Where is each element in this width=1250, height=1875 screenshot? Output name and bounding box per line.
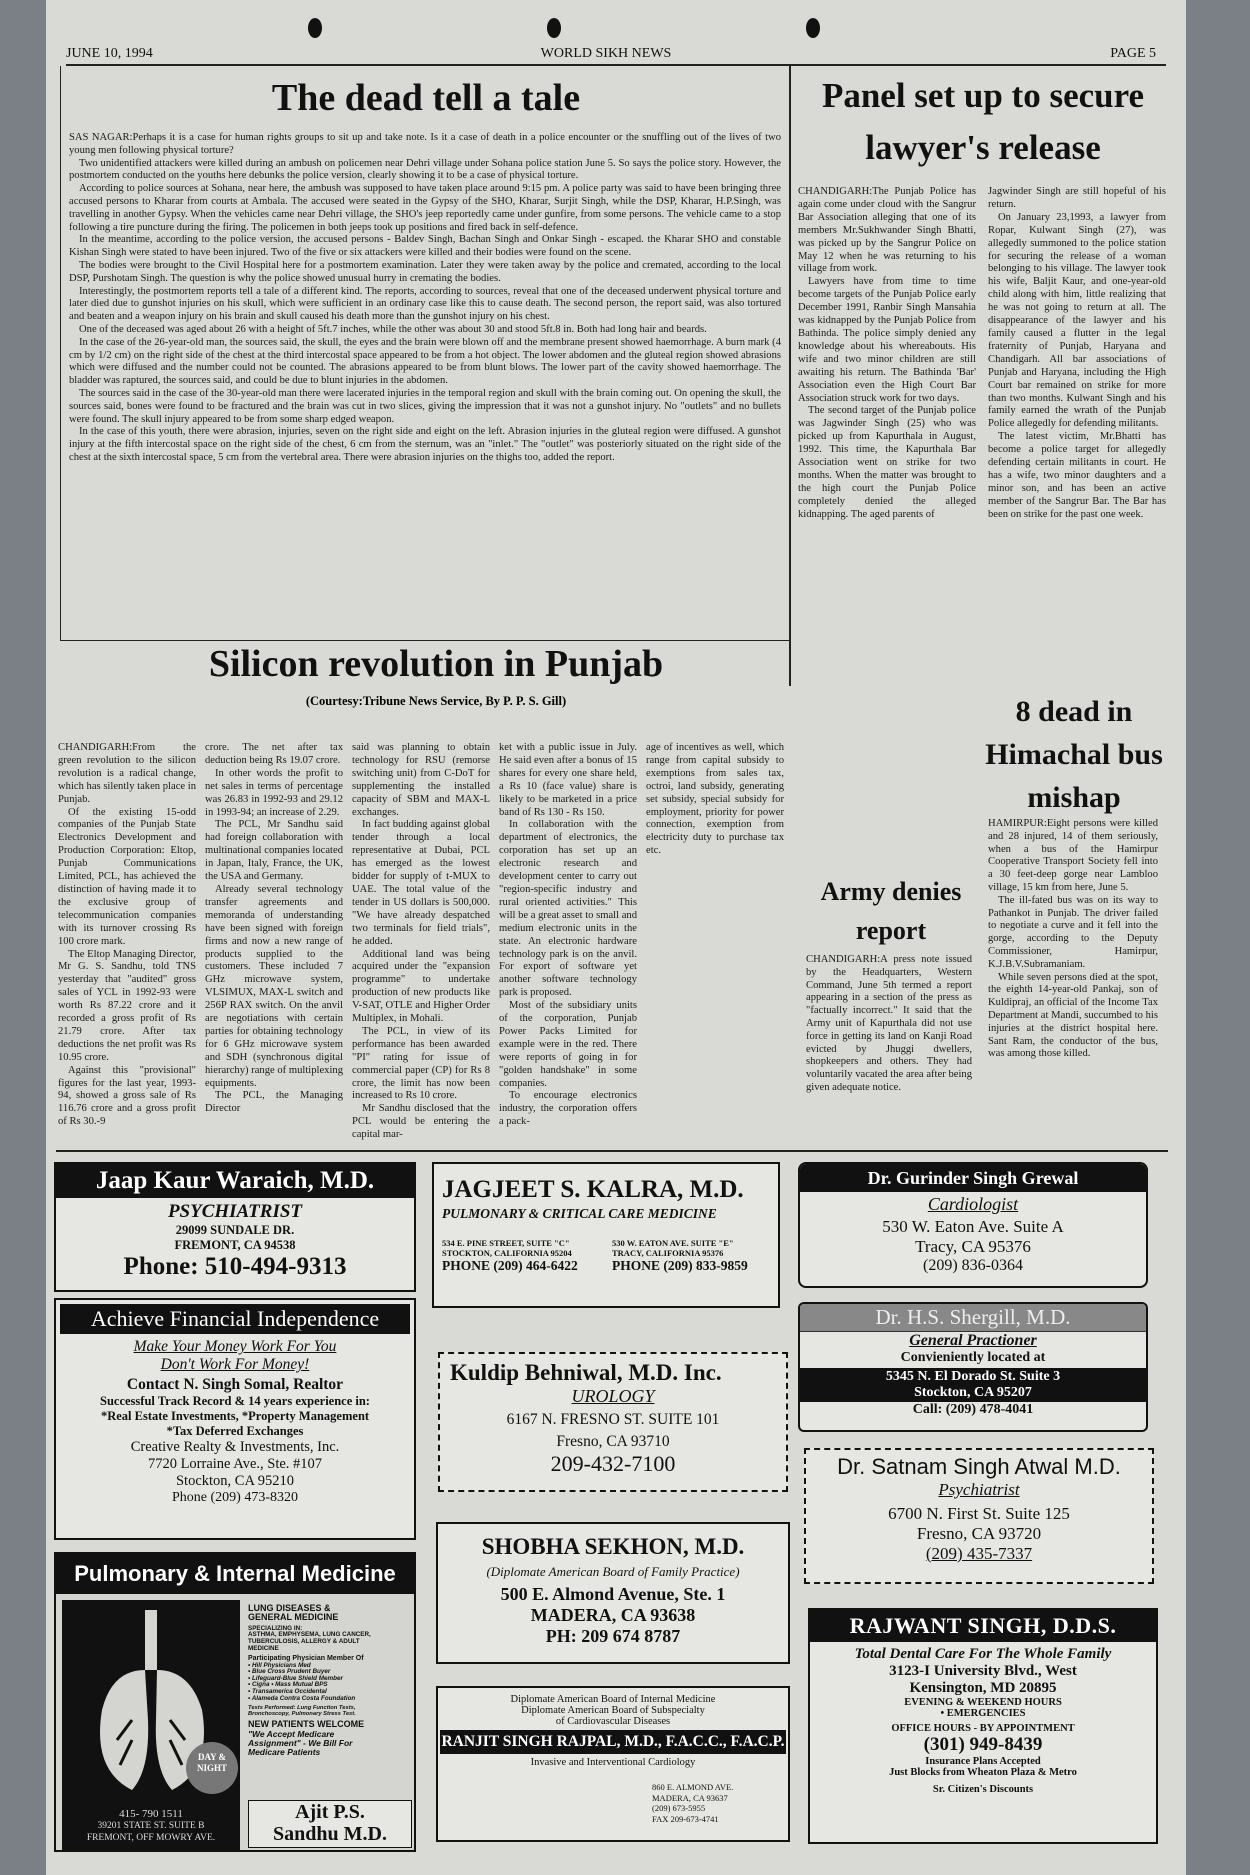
ad-tagline: Total Dental Care For The Whole Family xyxy=(854,1646,1112,1662)
ad-title: Cardiologist xyxy=(927,1194,1019,1214)
ad-fax: FAX 209-673-4741 xyxy=(652,1813,719,1824)
ad-phone: Phone (209) 473-8320 xyxy=(172,1490,298,1505)
ad-text: MEDICINE xyxy=(248,1644,279,1652)
ad-text: Just Blocks from Wheaton Plaza & Metro xyxy=(889,1767,1077,1778)
ad-address: MADERA, CA 93637 xyxy=(652,1792,728,1803)
ad-title: UROLOGY xyxy=(571,1386,655,1406)
story-column xyxy=(988,186,1166,686)
header-date: JUNE 10, 1994 xyxy=(66,46,153,61)
story-column xyxy=(798,186,976,686)
ad-hours: OFFICE HOURS - BY APPOINTMENT xyxy=(891,1723,1075,1734)
ads-top-rule xyxy=(56,1150,1168,1152)
header-page-number: PAGE 5 xyxy=(1110,46,1156,61)
ad-text: • Hill Physicians Med xyxy=(248,1661,311,1669)
ad-phone: (301) 949-8439 xyxy=(923,1734,1043,1755)
story-silicon-revolution-body xyxy=(58,742,828,1142)
ad-text: • Transamerica Occidental xyxy=(248,1688,327,1696)
ad-contact: Contact N. Singh Somal, Realtor xyxy=(126,1376,344,1393)
ad-text: Insurance Plans Accepted xyxy=(925,1756,1041,1767)
ad-name: Kuldip Behniwal, M.D. Inc. xyxy=(450,1360,722,1385)
ad-text: TUBERCULOSIS, ALLERGY & ADULT xyxy=(248,1638,360,1646)
ad-address: STOCKTON, CALIFORNIA 95204 xyxy=(442,1248,572,1258)
ad-hours: EVENING & WEEKEND HOURS xyxy=(904,1697,1062,1708)
ad-address: MADERA, CA 93638 xyxy=(530,1605,696,1625)
story-column xyxy=(58,742,196,1142)
story-headline: 8 dead in Himachal bus mishap xyxy=(985,695,1163,814)
story-paragraph: The PCL, the Managing Director xyxy=(205,1090,343,1115)
story-paragraph: The bodies were brought to the Civil Hospital here for a postmortem examination. Later they were taken away by the police and cremated, according to the local DSP, Purshotam Singh. The question is why the police showed unusual hurry in cremating the bodies. xyxy=(69,259,781,284)
story-paragraph: The Eltop Managing Director, Mr G. S. Sandhu, told TNS yesterday that "audited" gross sales of YCL in 1992-93 were worth Rs 87.22 crore and it recorded a gross profit of Rs 21.79 crore. After tax deductions the net profit was Rs 10.95 crore. xyxy=(58,948,196,1063)
story-column xyxy=(646,742,784,872)
ad-text: Medicare Patients xyxy=(248,1746,321,1757)
ad-title: Psychiatrist xyxy=(938,1480,1020,1499)
story-headline: Panel set up to secure lawyer's release xyxy=(821,76,1145,167)
ad-grewal-cardiologist xyxy=(798,1162,1148,1288)
story-army-denies xyxy=(806,872,976,1142)
ad-name: RAJWANT SINGH, D.D.S. xyxy=(810,1610,1156,1642)
story-body xyxy=(806,954,972,1142)
ad-phone: PH: 209 674 8787 xyxy=(545,1626,681,1646)
story-paragraph: One of the deceased was aged about 26 with a height of 5ft.7 inches, while the other was about 30 and stood 5ft.8 in. Both had long hair and beards. xyxy=(79,323,707,335)
ad-title: PSYCHIATRIST xyxy=(167,1201,303,1222)
ad-name: Jaap Kaur Waraich, M.D. xyxy=(56,1164,414,1198)
ad-text: "We Accept Medicare xyxy=(248,1728,335,1739)
ad-name: Dr. Satnam Singh Atwal M.D. xyxy=(837,1454,1121,1479)
story-paragraph: In the case of this youth, there were abrasion, injuries, seven on the right side and eight on the left. Abrasion injuries in the gluteal region were diffused. A gunshot injury at the fifth intercostal space on the right side of the chest, 6 cm from the sternum, was an "inlet." The "outlet" was posteriorly situated on the right side of the chest at the sixth intercostal space, 5 cm from the vertebral area. There were abrasion injuries on the thighs too, added the report. xyxy=(69,426,781,463)
ad-heading: GENERAL MEDICINE xyxy=(248,1612,339,1623)
ad-title: General Practioner xyxy=(909,1332,1037,1349)
newspaper-page xyxy=(46,0,1186,1875)
story-paragraph: Two unidentified attackers were killed during an ambush on policemen near Dehri village under Sohana police station June 5. So says the police story. However, the postmortem conducted on the youths here debunks the police version, clearly showing it to be a case of physical torture. xyxy=(69,157,781,182)
ad-address: 29099 SUNDALE DR. xyxy=(175,1223,295,1237)
ad-address: 6167 N. FRESNO ST. SUITE 101 xyxy=(506,1411,720,1428)
ad-address: 500 E. Almond Avenue, Ste. 1 xyxy=(500,1584,726,1604)
ad-phone: Call: (209) 478-4041 xyxy=(912,1402,1034,1417)
story-headline-silicon-revolution: Silicon revolution in Punjab xyxy=(208,643,664,685)
ad-text: *Real Estate Investments, *Property Management xyxy=(100,1409,370,1423)
ad-address: 530 W. Eaton Ave. Suite A xyxy=(882,1217,1064,1236)
story-headline: The dead tell a tale xyxy=(271,77,581,119)
story-bus-mishap xyxy=(985,690,1163,1142)
story-column xyxy=(352,742,490,1142)
ad-text: Diplomate American Board of Internal Medicine xyxy=(510,1694,716,1705)
ad-address: Kensington, MD 20895 xyxy=(909,1680,1057,1696)
story-paragraph: SAS NAGAR:Perhaps it is a case for human rights groups to sit up and take note. Is it a case of death in a police encounter or the snuffling out of the lives of two young men following physical torture? xyxy=(69,132,781,156)
story-paragraph: Jagwinder Singh are still hopeful of his return. xyxy=(988,186,1166,210)
ad-title: Achieve Financial Independence xyxy=(60,1304,410,1334)
ad-address: 39201 STATE ST. SUITE B xyxy=(97,1821,205,1831)
lungs-illustration xyxy=(62,1600,240,1806)
ad-phone: (209) 673-5955 xyxy=(652,1803,706,1813)
story-paragraph: Of the existing 15-odd companies of the Punjab State Electronics Development and Production Corporation: Eltop, Punjab Communications Limited, PCL, has achieved the distinction of having made it to the exclusive group of telecommunication companies with its turnover crossing Rs 100 crore mark. xyxy=(58,806,196,947)
ad-kalra-pulmonary xyxy=(432,1162,780,1308)
ad-text: of Cardiovascular Diseases xyxy=(555,1716,671,1727)
ad-behniwal-urology xyxy=(438,1352,788,1492)
ad-address: Tracy, CA 95376 xyxy=(915,1237,1031,1256)
ad-text: Bronchoscopy, Pulmonary Stress Test. xyxy=(248,1711,356,1718)
ad-phone: (209) 836-0364 xyxy=(923,1257,1023,1274)
ad-address: 7720 Lorraine Ave., Ste. #107 xyxy=(147,1456,323,1472)
ad-address: 530 W. EATON AVE. SUITE "E" xyxy=(612,1238,734,1248)
binder-hole xyxy=(806,18,820,38)
binder-hole xyxy=(308,18,322,38)
ad-rajwant-singh-dental xyxy=(808,1608,1158,1844)
story-body xyxy=(988,818,1158,1138)
ad-address: 3123-I University Blvd., West xyxy=(889,1663,1077,1679)
ad-doctor-name: Ajit P.S. xyxy=(295,1801,365,1823)
story-paragraph: Most of the subsidiary units of the corporation, Punjab Power Packs Limited for example were in the red. There were reports of going in for "golden handshake" in some companies. xyxy=(499,1000,637,1089)
ad-company: Creative Realty & Investments, Inc. xyxy=(130,1439,340,1455)
story-credit: (Courtesy:Tribune News Service, By P. P. S. Gill) xyxy=(305,694,567,708)
ad-waraich-psychiatrist xyxy=(54,1162,416,1292)
story-paragraph: Against this "provisional" figures for the last year, 1993-94, showed a gross sale of Rs 116.76 crore and a gross profit of Rs 30.-9 xyxy=(58,1064,196,1128)
ad-title: Invasive and Interventional Cardiology xyxy=(530,1757,696,1768)
story-paragraph: While seven persons died at the spot, the eighth 14-year-old Pankaj, son of Kuldipraj, an official of the Income Tax Department at Mandi, succumbed to his injuries at the district hospital here. Sant Ram, the conductor of the bus, was among those killed. xyxy=(988,971,1158,1060)
story-paragraph: crore. The net after tax deduction being Rs 19.07 crore. xyxy=(205,742,343,766)
ad-address: Stockton, CA 95207 xyxy=(914,1385,1032,1400)
ad-address: 6700 N. First St. Suite 125 xyxy=(888,1504,1070,1523)
story-paragraph: In the meantime, according to the police version, the accused persons - Baldev Singh, Bachan Singh and Onkar Singh - escaped. the Kharar SHO and constable Kishan Singh were stated to have been injured. Two of the five or six attackers were killed and their bodies were found on the scene. xyxy=(69,234,781,259)
ad-text: • Lifeguard-Blue Shield Member xyxy=(248,1674,343,1682)
story-paragraph: In other words the profit to net sales in terms of percentage was 26.83 in 1992-93 and 29.12 in 1993-94; an increase of 2.29. xyxy=(205,767,343,818)
story-paragraph: CHANDIGARH:From the green revolution to the silicon revolution is a radical change, which has silently taken place in Punjab. xyxy=(58,742,196,805)
ad-phone: (209) 435-7337 xyxy=(925,1544,1033,1563)
story-paragraph: The PCL, Mr Sandhu said had foreign collaboration with multinational companies located in Japan, Italy, France, the UK, the USA and Germany. xyxy=(205,819,343,883)
story-paragraph: age of incentives as well, which range from capital subsidy to exemptions from sales tax, octroi, land subsidy, generating set subsidy, special subsidy for employment, priority for power connection, exemption from electricity duty to purchase tax etc. xyxy=(646,742,784,857)
ad-phone: 415- 790 1511 xyxy=(119,1808,183,1820)
story-column xyxy=(205,742,343,1142)
story-paragraph: Lawyers have from time to time become targets of the Punjab Police early December 1991, Ranbir Singh Mansahia was kidnapped by the Punjab Police from Bathinda. The police simply denied any knowledge about his whereabouts. His wife and two minor children are still awaiting his return. The Bathinda 'Bar' Association even the High Court Bar Association struck work for two days. xyxy=(798,276,976,404)
story-dead-tell-a-tale xyxy=(60,66,790,641)
story-paragraph: The PCL, in view of its performance has been awarded "PI" rating for issue of commercial paper (CP) for Rs 8 crore, the limit has now been increased to Rs 10 crore. xyxy=(352,1025,490,1102)
story-paragraph: The second target of the Punjab police was Jagwinder Singh (25) who was picked up from Kapurthala in August, 1992. This time, the Kapurthala Bar Association went on strike for two months. When the matter was brought to the high court the Punjab Police completely denied the alleged kidnapping. The aged parents of xyxy=(798,405,976,520)
ad-text: Successful Track Record & 14 years experience in: xyxy=(100,1394,370,1408)
ad-sekhon-family-practice xyxy=(436,1522,790,1664)
ad-text: ASTHMA, EMPHYSEMA, LUNG CANCER, xyxy=(248,1631,371,1639)
ad-text: Diplomate American Board of Subspecialty xyxy=(521,1705,705,1716)
ad-text: Tests Performed: Lung Function Tests, xyxy=(248,1705,356,1712)
story-paragraph: Interestingly, the postmortem reports tell a tale of a different kind. The reports, according to sources, reveal that one of the deceased underwent physical torture and later died due to gunshot injuries on his skull, which were sufficient in an ordinary case like this to cause death. The second person, the report said, was also tortured and beaten and a weapon injury on his brain and skull caused his death more than the gunshot injury on his chest. xyxy=(69,285,781,323)
story-paragraph: In fact budding against global tender through a local representative at Dubai, PCL has emerged as the lowest bidder for supply of t-MUX to UAE. The total value of the tender in US dollars is 500,000. "We have already despatched two terminals for field trials", he added. xyxy=(352,819,490,947)
ad-name: SHOBHA SEKHON, M.D. xyxy=(481,1534,745,1559)
ad-pulmonary-internal-medicine xyxy=(54,1552,416,1852)
ad-address: 534 E. PINE STREET, SUITE "C" xyxy=(442,1238,570,1248)
ad-phone: Phone: 510-494-9313 xyxy=(123,1253,347,1280)
ad-phone: PHONE (209) 833-9859 xyxy=(612,1258,748,1273)
ad-rajpal-cardiology xyxy=(436,1686,790,1842)
ad-tagline: Don't Work For Money! xyxy=(160,1356,310,1373)
ad-phone: PHONE (209) 464-6422 xyxy=(442,1258,578,1273)
story-headline: Army denies report xyxy=(820,877,962,945)
ad-text: • Blue Cross Prudent Buyer xyxy=(248,1668,331,1676)
story-paragraph: CHANDIGARH:A press note issued by the Headquarters, Western Command, June 5th termed a report appearing in a section of the press as "factually incorrect." It said that the Army unit of Kapurthala did not use force in getting its land on Kanji Road evicted by Jhuggi dwellers, shopkeepers and others. They had voluntarily vacated the area after being given adequate notice. xyxy=(806,954,972,1093)
ad-shergill-general-practice xyxy=(798,1302,1148,1432)
ad-text: NEW PATIENTS WELCOME xyxy=(248,1719,365,1730)
column-rule xyxy=(789,66,791,686)
story-column xyxy=(499,742,637,1142)
story-paragraph: The ill-fated bus was on its way to Pathankot in Punjab. The driver failed to negotiate a curve and it fell into the gorge, according to the Deputy Commissioner, Hamirpur, K.J.B.V.Subramaniam. xyxy=(988,894,1158,970)
badge-text: NIGHT xyxy=(196,1763,227,1773)
ad-address: 860 E. ALMOND AVE. xyxy=(652,1782,734,1792)
ad-board: (Diplomate American Board of Family Practice) xyxy=(486,1564,740,1579)
ad-text: • Cigna • Mass Mutual BPS xyxy=(248,1681,328,1689)
story-paragraph: According to police sources at Sohana, near here, the ambush was supposed to have taken place around 9:15 pm. A police party was said to have been bringing three accused persons to Kharar from courts at Ambala. The accused were seated in the Gypsy of the SHO, Kharar, Surjit Singh, while the DSP, Kharar, H.P.Singh, was travelling in another Gypsy. When the vehicles came near Dehri village, the SHO's jeep reportedly came under gunfire, from some persons. The vehicle came to a stop following a tire puncture during the firing. The policemen in both jeeps took up positions and fired back in self-defence. xyxy=(69,183,781,233)
ad-name: JAGJEET S. KALRA, M.D. xyxy=(442,1176,744,1203)
ad-name: Dr. H.S. Shergill, M.D. xyxy=(800,1304,1146,1332)
ad-name: Dr. Gurinder Singh Grewal xyxy=(800,1164,1146,1192)
ad-text: Sr. Citizen's Discounts xyxy=(932,1784,1034,1795)
binder-hole xyxy=(547,18,561,38)
ad-financial-independence xyxy=(54,1298,416,1540)
story-paragraph: To encourage electronics industry, the corporation offers a pack- xyxy=(499,1090,637,1128)
ad-address: TRACY, CALIFORNIA 95376 xyxy=(612,1248,724,1258)
story-paragraph: said was planning to obtain technology for RSU (remorse switching unit) from C-DoT for supplementing the installed capacity of SBM and MAX-L exchanges. xyxy=(352,742,490,818)
story-paragraph: The sources said in the case of the 30-year-old man there were lacerated injuries in the temporal region and skull with the brain coming out. On opening the skull, the sources said, bones were found to be fractured and the brain was cut in two slices, giving the impression that it was not a gunshot injury. No "outlets" and no bullets were found. The skull injury appeared to be from some sharp edged weapon. xyxy=(69,387,781,425)
ad-address: FREMONT, OFF MOWRY AVE. xyxy=(86,1833,216,1843)
ad-name: RANJIT SINGH RAJPAL, M.D., F.A.C.C., F.A.C.P. xyxy=(440,1730,786,1754)
ad-tagline: Make Your Money Work For You xyxy=(133,1338,337,1355)
ad-atwal-psychiatrist xyxy=(804,1448,1154,1584)
story-paragraph: CHANDIGARH:The Punjab Police has again come under cloud with the Sangrur Bar Association alleging that one of its members Mr.Sukhwander Singh Bhatti, was picked up by the Sangrur Police on May 12 when he was returning to his village from work. xyxy=(798,186,976,275)
story-body xyxy=(798,186,1168,686)
story-paragraph: ket with a public issue in July. He said even after a bonus of 15 shares for every one share held, a Rs 10 (face value) share is likely to be marketed in a price band of Rs 130 - Rs 150. xyxy=(499,742,637,818)
story-paragraph: In the case of the 26-year-old man, the sources said, the skull, the eyes and the brain were blown off and the membrane present showed haemorrhage. A burn mark (4 cm by 1/2 cm) on the right side of the chest at the third intercostal space appeared to be from a hot object. The lower abdomen and the gluteal region showed abrasions which were diffused and the number could not be counted. The abrasions appeared to be from blunt blows. The lower part of the cavity showed haemorrhage. The bladder was raptured, the sources said, and could be due to blunt injuries in the abdomen. xyxy=(69,336,781,387)
story-paragraph: In collaboration with the department of electronics, the corporation has set up an electronic research and development center to carry out "region-specific industry and rural oriented activities." This will be a great asset to small and medium electronic units in the state. An electronic hardware technology park is on the anvil. For export of software yet another software technology park is proposed. xyxy=(499,819,637,999)
ad-text: Participating Physician Member Of xyxy=(248,1655,364,1663)
story-paragraph: Already several technology transfer agreements and memoranda of understanding have been signed with foreign firms and now a new range of products supplied to the customers. These included 7 GHz microwave system, VLSIMUX, MAX-L switch and 256P RAX switch. On the anvil are negotiations with certain parties for obtaining technology for 6 GHz microwave system and SDH (synchronous digital hierarchy) range of multiplexing equipments. xyxy=(205,883,343,1089)
ad-address: 5345 N. El Dorado St. Suite 3 xyxy=(885,1369,1061,1384)
story-panel-lawyer xyxy=(798,66,1168,686)
story-paragraph: Mr Sandhu disclosed that the PCL would be entering the capital mar- xyxy=(352,1103,490,1141)
story-body xyxy=(69,132,781,636)
story-paragraph: HAMIRPUR:Eight persons were killed and 28 injured, 14 of them seriously, when a bus of the Hamirpur Cooperative Transport Society fell into a 30 feet-deep gorge near Lambloo village, 15 km from here, June 5. xyxy=(988,818,1158,893)
ad-text: Convieniently located at xyxy=(900,1350,1046,1365)
story-paragraph: Additional land was being acquired under the "expansion programme" to undertake production of new products like V-SAT, OTLE and Higher Order Multiplex, in Mohali. xyxy=(352,948,490,1025)
story-paragraph: The latest victim, Mr.Bhatti has become a police target for allegedly defending certain militants in court. He has a wife, two minor daughters and a minor son, and has been an active member of the Sangrur Bar. The Bar has been on strike for the past one week. xyxy=(988,431,1166,520)
ad-heading: LUNG DISEASES & xyxy=(248,1603,331,1613)
badge-text: DAY & xyxy=(197,1752,227,1762)
ad-address: Fresno, CA 93710 xyxy=(556,1433,670,1450)
ad-phone: 209-432-7100 xyxy=(550,1451,676,1476)
ad-address: FREMONT, CA 94538 xyxy=(174,1238,296,1252)
ad-hours: • EMERGENCIES xyxy=(940,1708,1026,1719)
ad-address: Stockton, CA 95210 xyxy=(175,1473,295,1489)
ad-specialty: PULMONARY & CRITICAL CARE MEDICINE xyxy=(442,1206,717,1221)
header-paper-name: WORLD SIKH NEWS xyxy=(540,46,672,61)
ad-title: Pulmonary & Internal Medicine xyxy=(56,1554,414,1594)
ad-text: *Tax Deferred Exchanges xyxy=(166,1424,304,1438)
ad-text: Assignment" - We Bill For xyxy=(248,1737,353,1748)
lungs-icon xyxy=(62,1600,240,1806)
ad-address: Fresno, CA 93720 xyxy=(916,1524,1042,1543)
ad-text: • Alameda Contra Costa Foundation xyxy=(248,1694,356,1702)
story-paragraph: On January 23,1993, a lawyer from Ropar, Kulwant Singh (27), was allegedly summoned to the police station for securing the release of a woman belonging to his village. The lawyer took his wife, Baljit Kaur, and one-year-old child along with him, little realizing that he was not going to return at all. The disappearance of the lawyer and his family caused a flutter in the legal fraternity of Punjab, Haryana and Chandigarh. All bar associations of Punjab and Haryana, including the High Court bar remained on strike for more than two months. Kulwant Singh and his family earned the wrath of the Punjab Police allegedly for defending militants. xyxy=(988,211,1166,430)
ad-text: SPECIALIZING IN: xyxy=(248,1624,303,1632)
ad-doctor-name: Sandhu M.D. xyxy=(273,1823,387,1845)
